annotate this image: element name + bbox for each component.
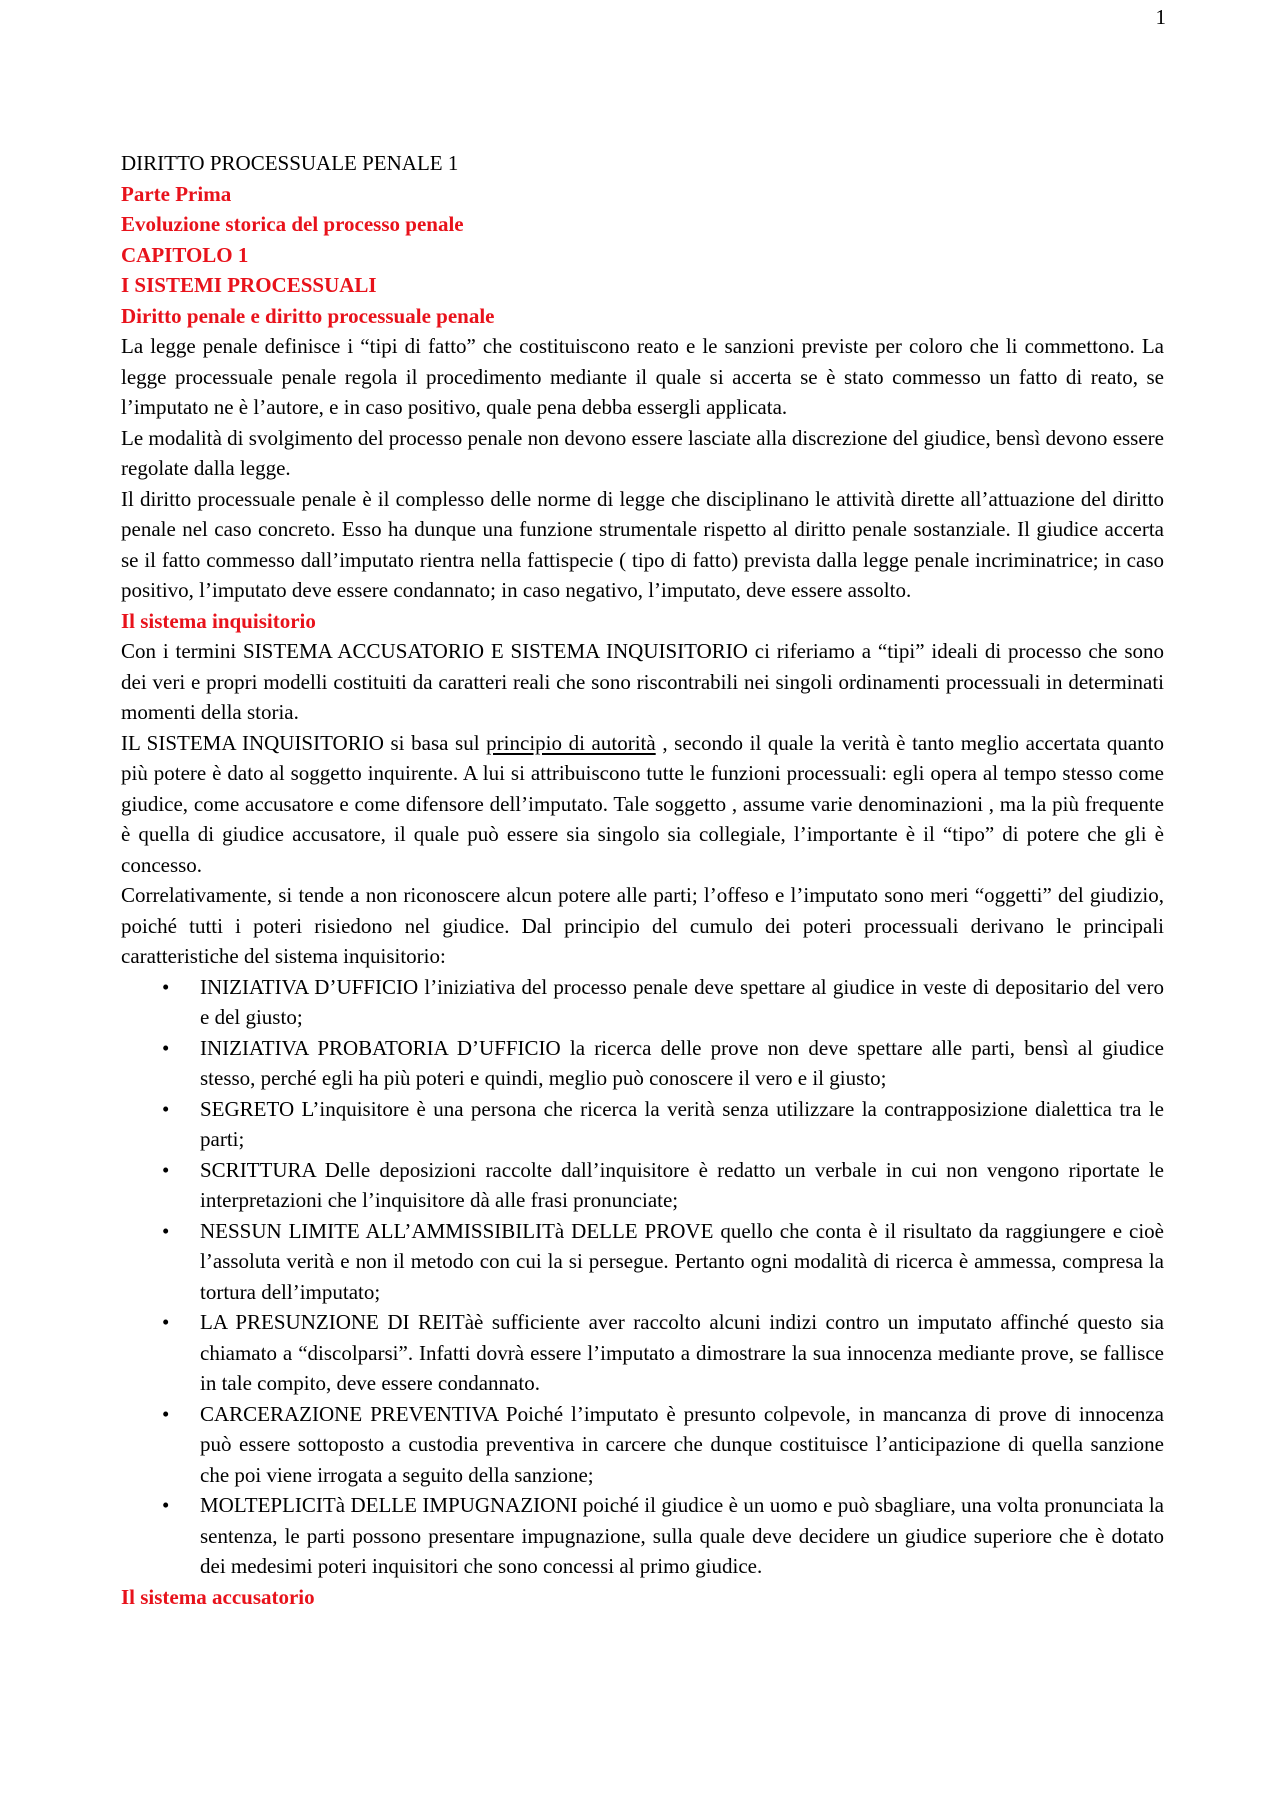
bullet-icon: • [162,974,170,999]
bullet-icon: • [162,1493,170,1517]
list-item-text: INIZIATIVA PROBATORIA D’UFFICIO la ricerca delle prove non deve spettare alle parti, bensì al giudice stesso, perché egli ha più poteri e quindi, meglio può conoscere il vero e il giusto; [200,1035,1164,1090]
list-item [121,1399,1164,1491]
paragraph: Le modalità di svolgimento del processo penale non devono essere lasciate alla discrezione del giudice, bensì devono essere regolate dalla legge. [121,425,1164,480]
bullet-icon: • [162,1035,170,1060]
list-item [121,1216,1164,1308]
bullet-icon: • [162,1218,170,1243]
paragraph: La legge penale definisce i “tipi di fatto” che costituiscono reato e le sanzioni previste per coloro che li commettono. La legge processuale penale regola il procedimento mediante il quale si accerta se è stato commesso un fatto di reato, se l’imputato ne è l’autore, e in caso positivo, quale pena debba essergli applicata. [121,334,1164,419]
chapter-heading: CAPITOLO 1 [121,242,249,267]
section-heading-diritto-penale: Diritto penale e diritto processuale penale [121,303,495,328]
paragraph-text: IL SISTEMA INQUISITORIO si basa sul [121,730,487,755]
section-heading-sistema-accusatorio: Il sistema accusatorio [121,1584,315,1609]
list-item [121,1490,1164,1582]
characteristics-list [121,972,1164,1582]
list-item-text: SCRITTURA Delle deposizioni raccolte dall’inquisitore è redatto un verbale in cui non vengono riportate le interpretazioni che l’inquisitore dà alle frasi pronunciate; [200,1157,1164,1212]
paragraph [121,728,1164,881]
document-body [121,148,1164,1612]
part-subtitle: Evoluzione storica del processo penale [121,212,464,236]
list-item [121,1033,1164,1094]
list-item-text: LA PRESUNZIONE DI REITàè sufficiente aver raccolto alcuni indizi contro un imputato affinché questo sia chiamato a “discolparsi”. Infatti dovrà essere l’imputato a dimostrare la sua innocenza mediante prove, se fallisce in tale compito, deve essere condannato. [200,1310,1164,1395]
list-item [121,1094,1164,1155]
list-item-text: CARCERAZIONE PREVENTIVA Poiché l’imputato è presunto colpevole, in mancanza di prove di innocenza può essere sottoposto a custodia preventiva in carcere che dunque costituisce l’anticipazione di quella sanzione che poi viene irrogata a seguito della sanzione; [200,1401,1164,1487]
section-heading-sistema-inquisitorio: Il sistema inquisitorio [121,608,316,633]
page-number: 1 [1155,5,1166,29]
part-heading: Parte Prima [121,181,232,206]
list-item-text: SEGRETO L’inquisitore è una persona che ricerca la verità senza utilizzare la contrapposizione dialettica tra le parti; [200,1096,1164,1151]
paragraph: Con i termini SISTEMA ACCUSATORIO E SISTEMA INQUISITORIO ci riferiamo a “tipi” ideali di processo che sono dei veri e propri modelli costituiti da caratteri reali che sono riscontrabili nei singoli ordinamenti processuali in determinati momenti della storia. [121,639,1164,724]
chapter-title: I SISTEMI PROCESSUALI [121,273,377,297]
list-item [121,972,1164,1033]
list-item [121,1155,1164,1216]
paragraph: Il diritto processuale penale è il complesso delle norme di legge che disciplinano le attività dirette all’attuazione del diritto penale nel caso concreto. Esso ha dunque una funzione strumentale rispetto al diritto penale sostanziale. Il giudice accerta se il fatto commesso dall’imputato rientra nella fattispecie ( tipo di fatto) prevista dalla legge penale incriminatrice; in caso positivo, l’imputato deve essere condannato; in caso negativo, l’imputato, deve essere assolto. [121,486,1164,602]
document-title: DIRITTO PROCESSUALE PENALE 1 [121,151,459,175]
bullet-icon: • [162,1096,170,1121]
paragraph: Correlativamente, si tende a non riconoscere alcun potere alle parti; l’offeso e l’imputato sono meri “oggetti” del giudizio, poiché tutti i poteri risiedono nel giudice. Dal principio del cumulo dei poteri processuali derivano le principali caratteristiche del sistema inquisitorio: [121,883,1164,968]
paragraph-text: , secondo il quale la verità è tanto meglio accertata quanto più potere è dato al soggetto inquirente. A lui si attribuiscono tutte le funzioni processuali: egli opera al tempo stesso come giudice, come accusatore e come difensore dell’imputato. Tale soggetto , assume varie denominazioni , ma la più frequente è quella di giudice accusatore, il quale può essere sia singolo sia collegiale, l’importante è il “tipo” di potere che gli è concesso. [121,730,1164,877]
bullet-icon: • [162,1310,170,1334]
list-item-text: MOLTEPLICITà DELLE IMPUGNAZIONI poiché il giudice è un uomo e può sbagliare, una volta pronunciata la sentenza, le parti possono presentare impugnazione, sulla quale deve decidere un giudice superiore che è dotato dei medesimi poteri inquisitori che sono concessi al primo giudice. [200,1493,1164,1578]
underlined-term: principio di autorità [486,730,656,755]
bullet-icon: • [162,1157,170,1182]
bullet-icon: • [162,1401,170,1426]
list-item-text: NESSUN LIMITE ALL’AMMISSIBILITà DELLE PROVE quello che conta è il risultato da raggiungere e cioè l’assoluta verità e non il metodo con cui la si persegue. Pertanto ogni modalità di ricerca è ammessa, compresa la tortura dell’imputato; [200,1218,1164,1304]
list-item [121,1307,1164,1399]
list-item-text: INIZIATIVA D’UFFICIO l’iniziativa del processo penale deve spettare al giudice in veste di depositario del vero e del giusto; [200,974,1164,1029]
